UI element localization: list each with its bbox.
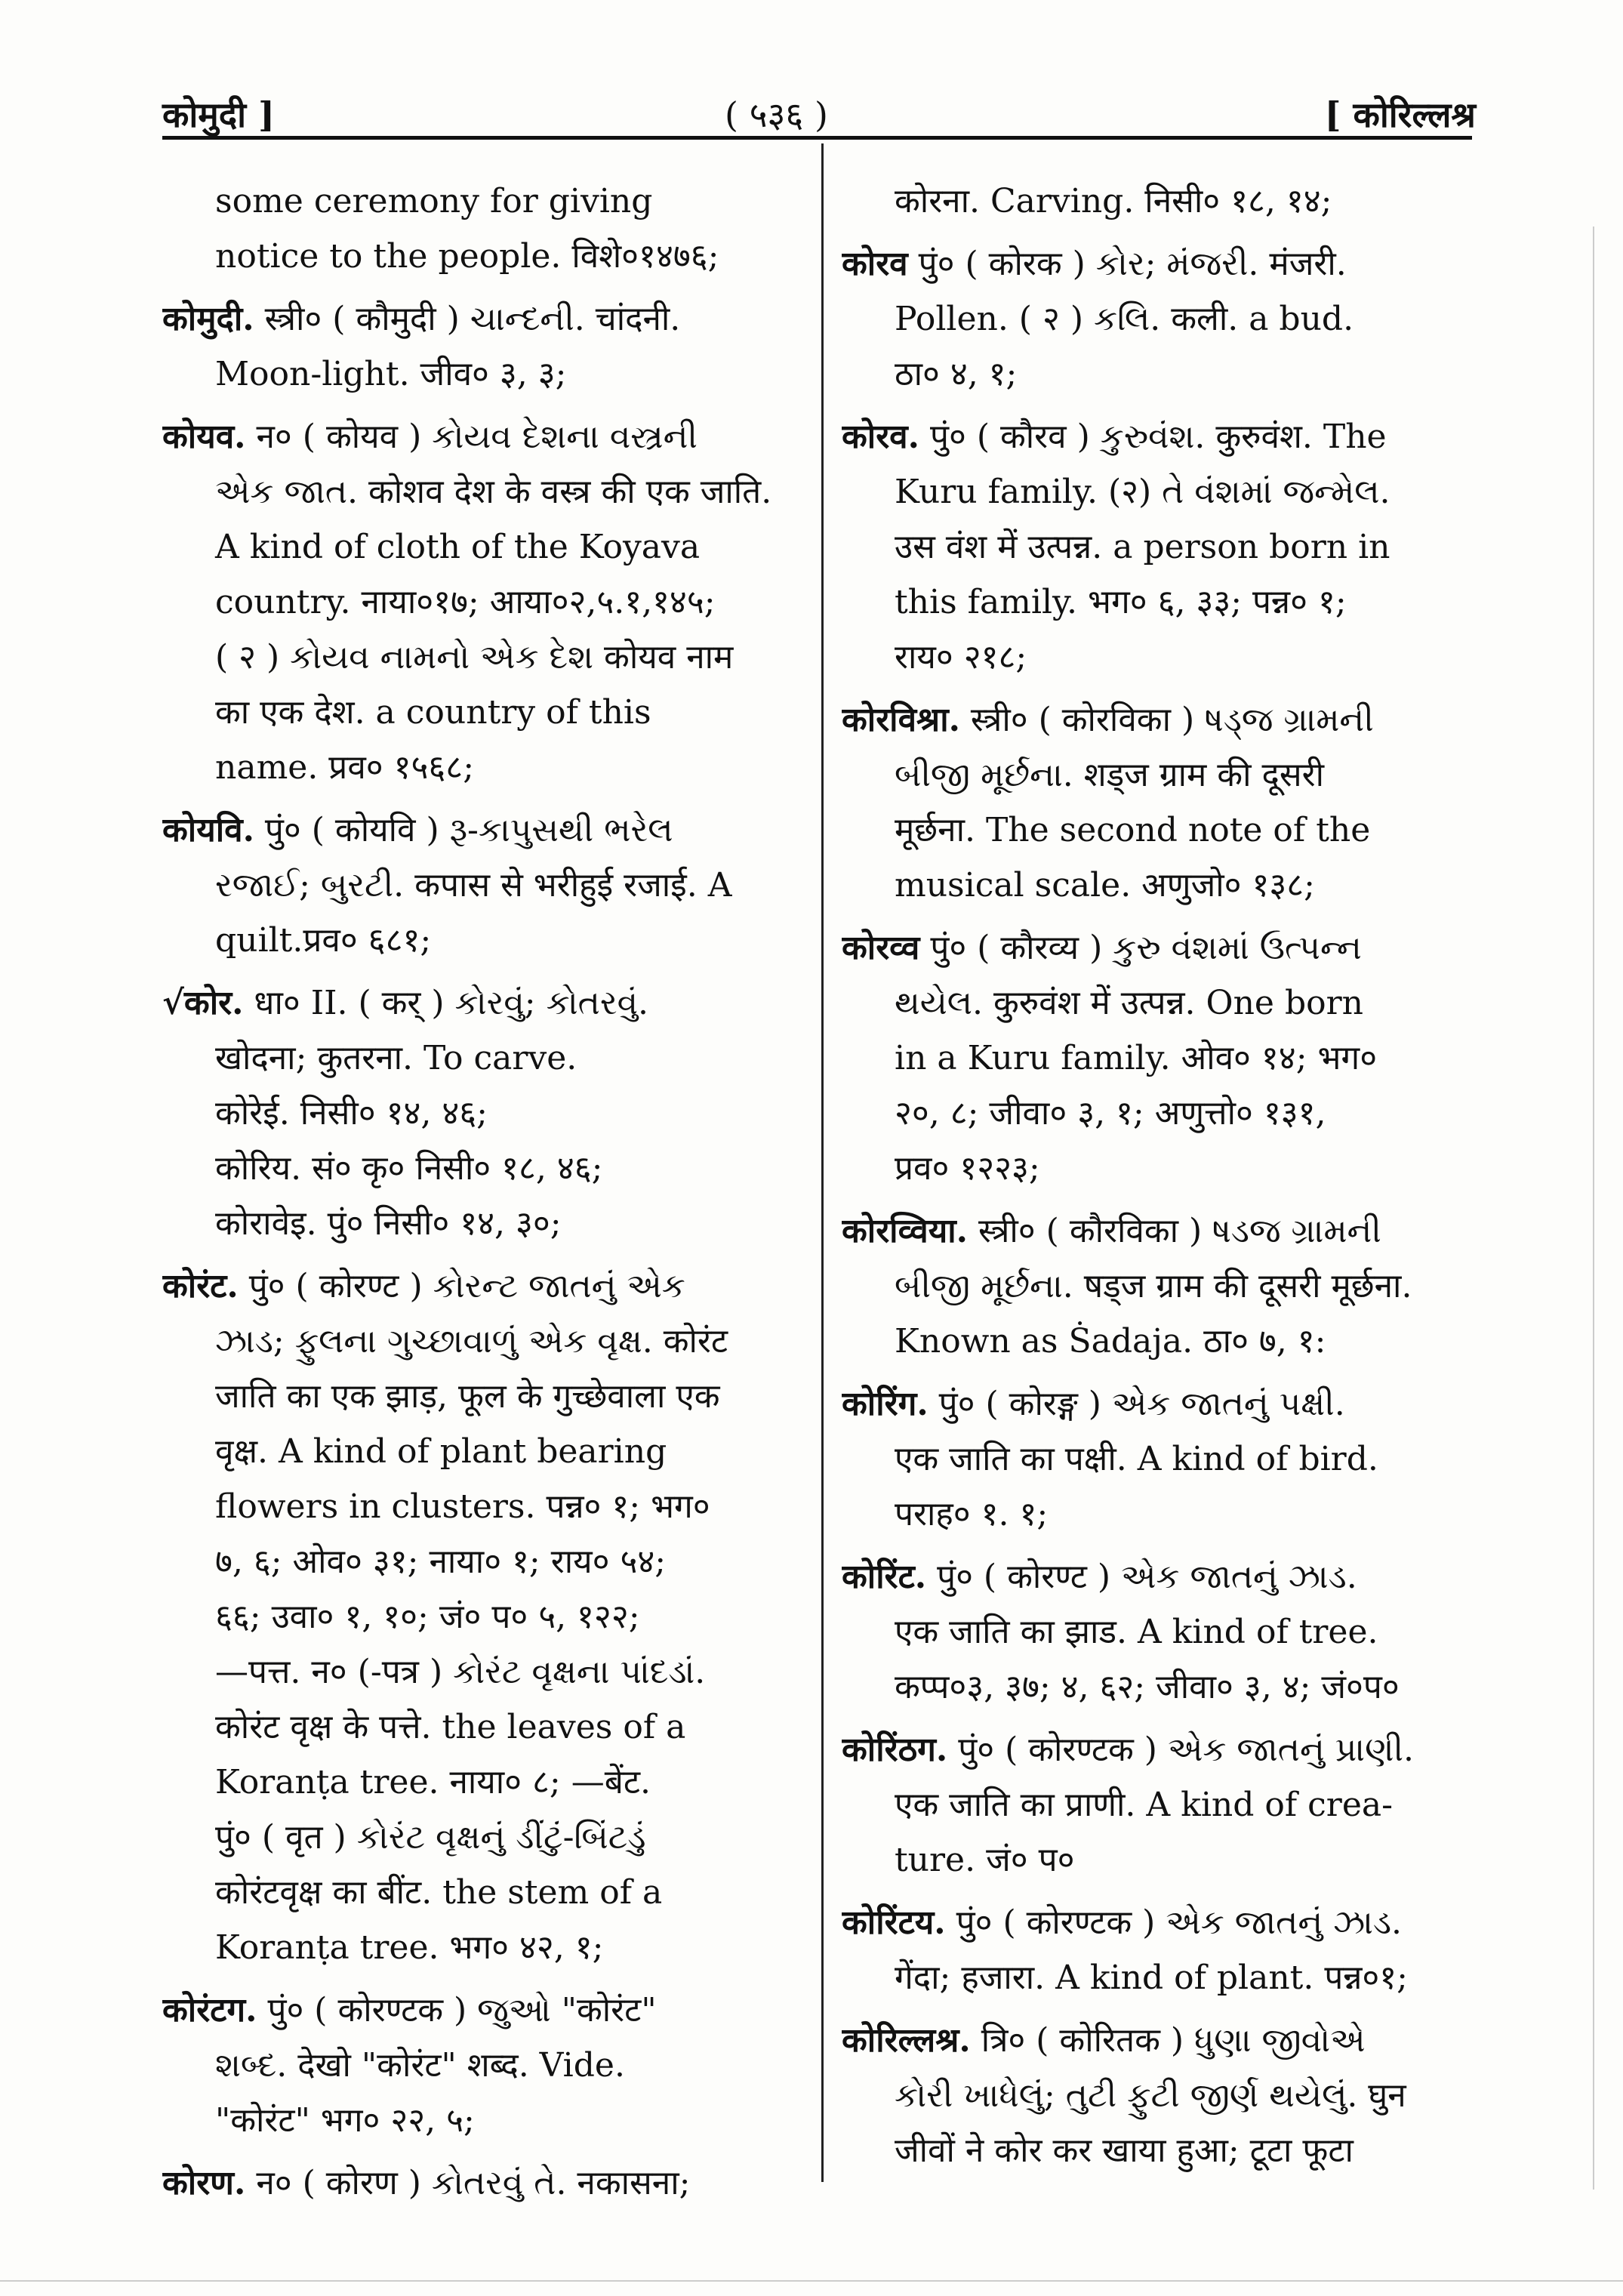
entry-text: राय० २१८; bbox=[895, 638, 1027, 676]
entry-line bbox=[842, 692, 1483, 747]
entry-text: कोरना. Carving. निसी० १८, १४; bbox=[895, 182, 1332, 220]
headword: √कोर. bbox=[162, 984, 244, 1022]
entry-text: प्रव० १२२३; bbox=[895, 1149, 1040, 1188]
entry-line bbox=[162, 291, 804, 347]
entry-text: ठा० ४, १; bbox=[895, 355, 1018, 393]
entry-text: खोदना; कुतरना. To carve. bbox=[215, 1039, 577, 1077]
entry-text: पुं० ( वृत ) કોરંટ વૃક્ષનું ડીંટું-બિંટડું bbox=[215, 1818, 646, 1857]
entry-text: ture. जं० प० bbox=[895, 1841, 1075, 1879]
entry-text: શબ્દ. देखो "कोरंट" शब्द. Vide. bbox=[215, 2046, 625, 2085]
dictionary-entry bbox=[162, 291, 804, 402]
entry-text: पुं० ( कोरण्ट ) એક જાતનું ઝાડ. bbox=[937, 1558, 1357, 1596]
entry-line bbox=[842, 1203, 1483, 1259]
entry-text: स्त्री० ( कौरविका ) ષડજ ગ્રામની bbox=[978, 1212, 1381, 1250]
entry-line bbox=[842, 1086, 1483, 1141]
entry-line bbox=[842, 236, 1483, 291]
entry-line bbox=[162, 1424, 804, 1479]
entry-text: flowers in clusters. पन्न० १; भग० bbox=[215, 1487, 710, 1526]
headword: कोयवि. bbox=[162, 811, 254, 849]
entry-line bbox=[162, 1196, 804, 1251]
dictionary-entry bbox=[842, 174, 1483, 229]
headword: कोरंटग. bbox=[162, 1991, 257, 2029]
entry-text: Kuru family. (२) તે વંશમાં જન્મેલ. bbox=[895, 473, 1390, 511]
entry-line bbox=[162, 1920, 804, 1975]
headword: कोरिंग. bbox=[842, 1385, 929, 1423]
entry-line bbox=[162, 2038, 804, 2093]
entry-line bbox=[162, 575, 804, 630]
entry-line bbox=[162, 975, 804, 1031]
entry-line bbox=[162, 1644, 804, 1700]
entry-line bbox=[162, 229, 804, 284]
entry-text: બીજી મૂર્છના. शड्ज ग्राम की दूसरी bbox=[895, 756, 1324, 794]
entry-line bbox=[162, 685, 804, 740]
dictionary-entry bbox=[162, 1983, 804, 2148]
entry-text: Moon-light. जीव० ३, ३; bbox=[215, 355, 567, 393]
entry-line bbox=[842, 519, 1483, 575]
dictionary-entry bbox=[842, 236, 1483, 402]
dictionary-entry bbox=[162, 1259, 804, 1975]
entry-line bbox=[842, 747, 1483, 803]
running-head-right: [ कोरिल्लश्र bbox=[1324, 94, 1476, 135]
dictionary-entry bbox=[162, 803, 804, 968]
dictionary-entry bbox=[842, 1376, 1483, 1542]
entry-line bbox=[842, 803, 1483, 858]
entry-line bbox=[842, 1722, 1483, 1777]
left-column bbox=[162, 174, 804, 2218]
entry-text: स्त्री० ( कौमुदी ) ચાન્દની. चांदनी. bbox=[264, 300, 681, 338]
entry-text: गेंदा; हजारा. A kind of plant. पन्न०१; bbox=[895, 1959, 1408, 1997]
entry-text: पुं० ( कौरव ) કુરુવંશ. कुरुवंश. The bbox=[929, 418, 1387, 456]
entry-text: notice to the people. विशे०१४७६; bbox=[215, 237, 719, 276]
entry-line bbox=[162, 858, 804, 913]
dictionary-entry bbox=[842, 409, 1483, 685]
entry-line bbox=[842, 920, 1483, 975]
entry-text: पुं० ( कोयवि ) રૂ-કાપુસથી ભરેલ bbox=[264, 811, 673, 849]
entry-text: Known as Ṡadaja. ठा० ७, १: bbox=[895, 1322, 1326, 1361]
entry-line bbox=[842, 1141, 1483, 1196]
entry-text: धा० II. ( कर् ) કોરવું; કોતરવું. bbox=[254, 984, 648, 1022]
entry-text: —पत्त. न० (-पत्र ) કોરંટ વૃક્ષના પાંદડાં. bbox=[215, 1653, 706, 1691]
headword: कोरव्विया. bbox=[842, 1212, 968, 1250]
header-rule bbox=[162, 136, 1472, 140]
entry-text: त्रि० ( कोरितक ) ધુણા જીવોએ bbox=[981, 2021, 1366, 2060]
entry-line bbox=[842, 858, 1483, 913]
entry-line bbox=[162, 464, 804, 519]
entry-text: ६६; उवा० १, १०; जं० प० ५, १२२; bbox=[215, 1598, 640, 1636]
entry-line bbox=[842, 1314, 1483, 1369]
entry-text: some ceremony for giving bbox=[215, 182, 653, 220]
entry-text: country. नाया०१७; आया०२,५.१,१४५; bbox=[215, 583, 716, 621]
entry-line bbox=[162, 174, 804, 229]
dictionary-entry bbox=[842, 2013, 1483, 2178]
dictionary-entry bbox=[162, 409, 804, 795]
scan-bottom-edge bbox=[0, 2280, 1623, 2282]
entry-line bbox=[842, 2013, 1483, 2068]
entry-line bbox=[842, 464, 1483, 519]
dictionary-entry bbox=[842, 1895, 1483, 2005]
dictionary-entry bbox=[162, 174, 804, 284]
entry-line bbox=[162, 347, 804, 402]
headword: कोमुदी. bbox=[162, 300, 254, 338]
entry-line bbox=[842, 347, 1483, 402]
entry-line bbox=[162, 1479, 804, 1534]
entry-text: एक जाति का प्राणी. A kind of crea- bbox=[895, 1786, 1393, 1824]
entry-line bbox=[162, 630, 804, 685]
entry-text: कप्प०३, ३७; ४, ६२; जीवा० ३, ४; जं०प० bbox=[895, 1668, 1400, 1706]
entry-line bbox=[162, 1031, 804, 1086]
entry-line bbox=[162, 803, 804, 858]
dictionary-entry bbox=[842, 1203, 1483, 1369]
headword: कोरव. bbox=[842, 418, 919, 456]
scan-edge-line bbox=[1593, 227, 1594, 2190]
entry-text: થયેલ. कुरुवंश में उत्पन्न. One born bbox=[895, 984, 1363, 1022]
entry-text: Pollen. ( २ ) કલિ. कली. a bud. bbox=[895, 300, 1354, 338]
right-column bbox=[842, 174, 1483, 2186]
page-number: ( ५३६ ) bbox=[725, 94, 828, 135]
entry-line bbox=[842, 1432, 1483, 1487]
entry-text: का एक देश. a country of this bbox=[215, 693, 651, 732]
headword: कोरव bbox=[842, 245, 908, 283]
entry-text: कोरंटवृक्ष का बींट. the stem of a bbox=[215, 1873, 663, 1912]
headword: कोरिंटय. bbox=[842, 1903, 946, 1942]
entry-text: in a Kuru family. ओव० १४; भग० bbox=[895, 1039, 1378, 1077]
entry-line bbox=[842, 2068, 1483, 2123]
entry-text: ७, ६; ओव० ३१; नाया० १; राय० ५४; bbox=[215, 1542, 667, 1581]
entry-text: पुं० ( कोरक ) કોર; મંજરી. मंजरी. bbox=[918, 245, 1347, 283]
entry-text: name. प्रव० १५६८; bbox=[215, 748, 475, 787]
headword: कोरिंठग. bbox=[842, 1730, 948, 1769]
entry-line bbox=[842, 1895, 1483, 1950]
entry-text: A kind of cloth of the Koyava bbox=[215, 528, 701, 566]
entry-line bbox=[842, 1031, 1483, 1086]
entry-text: उस वंश में उत्पन्न. a person born in bbox=[895, 528, 1390, 566]
entry-text: वृक्ष. A kind of plant bearing bbox=[215, 1432, 667, 1471]
entry-line bbox=[162, 2093, 804, 2148]
dictionary-entry bbox=[842, 1549, 1483, 1715]
entry-line bbox=[842, 1950, 1483, 2005]
entry-line bbox=[842, 1660, 1483, 1715]
entry-line bbox=[842, 975, 1483, 1031]
entry-text: मूर्छना. The second note of the bbox=[895, 811, 1371, 849]
entry-line bbox=[842, 1259, 1483, 1314]
entry-text: कोरिय. सं० कृ० निसी० १८, ४६; bbox=[215, 1149, 603, 1188]
entry-line bbox=[842, 1832, 1483, 1888]
entry-line bbox=[842, 291, 1483, 347]
entry-text: એક જાત. कोशव देश के वस्त्र की एक जाति. bbox=[215, 473, 772, 511]
entry-line bbox=[162, 1086, 804, 1141]
entry-line bbox=[842, 174, 1483, 229]
dictionary-entry bbox=[842, 920, 1483, 1196]
entry-line bbox=[162, 1369, 804, 1424]
entry-line bbox=[162, 1810, 804, 1865]
entry-text: ( २ ) કોયવ નામનો એક દેશ कोयव नाम bbox=[215, 638, 734, 676]
entry-text: पुं० ( कोरण्टक ) એક જાતનું પ્રાણી. bbox=[958, 1730, 1415, 1769]
entry-line bbox=[842, 1487, 1483, 1542]
entry-text: musical scale. अणुजो० १३८; bbox=[895, 866, 1315, 905]
entry-text: पुं० ( कोरण्टक ) એક જાતનું ઝાડ. bbox=[956, 1903, 1403, 1942]
entry-text: पुं० ( कोरण्टक ) જુઓ "कोरंट" bbox=[267, 1991, 657, 2029]
entry-line bbox=[162, 2156, 804, 2211]
headword: कोरव्व bbox=[842, 929, 920, 967]
entry-line bbox=[842, 2123, 1483, 2178]
entry-text: quilt.प्रव० ६८१; bbox=[215, 921, 432, 960]
entry-line bbox=[162, 1259, 804, 1314]
headword: कोयव. bbox=[162, 418, 246, 456]
entry-text: કોરી ખાધેલું; તુટી ફુટી જીર્ણ થયેલું. घुन bbox=[895, 2076, 1406, 2115]
entry-line bbox=[842, 1604, 1483, 1660]
entry-text: पुं० ( कौरव्य ) કુરુ વંશમાં ઉત્પન્ન bbox=[930, 929, 1362, 967]
entry-text: जीवों ने कोर कर खाया हुआ; टूटा फूटा bbox=[895, 2131, 1354, 2170]
entry-line bbox=[162, 913, 804, 968]
entry-text: कोरेई. निसी० १४, ४६; bbox=[215, 1094, 488, 1133]
entry-text: this family. भग० ६, ३३; पन्न० १; bbox=[895, 583, 1347, 621]
dictionary-entry bbox=[162, 975, 804, 1251]
headword: कोरंट. bbox=[162, 1267, 239, 1305]
entry-line bbox=[842, 575, 1483, 630]
entry-line bbox=[842, 1376, 1483, 1432]
entry-line bbox=[162, 1534, 804, 1589]
entry-line bbox=[162, 1141, 804, 1196]
entry-line bbox=[162, 1589, 804, 1644]
entry-text: पुं० ( कोरण्ट ) કોરન્ટ જાતનું એક bbox=[248, 1267, 685, 1305]
entry-line bbox=[162, 1983, 804, 2038]
entry-line bbox=[162, 1865, 804, 1920]
entry-line bbox=[162, 740, 804, 795]
headword: कोरविश्रा. bbox=[842, 701, 960, 739]
column-divider bbox=[821, 143, 824, 2182]
running-head-left: कोमुदी ] bbox=[162, 94, 275, 135]
dictionary-entry bbox=[842, 1722, 1483, 1888]
entry-text: एक जाति का झाड. A kind of tree. bbox=[895, 1613, 1378, 1651]
entry-text: Koranṭa tree. भग० ४२, १; bbox=[215, 1928, 604, 1967]
entry-text: कोरावेइ. पुं० निसी० १४, ३०; bbox=[215, 1204, 562, 1243]
entry-text: २०, ८; जीवा० ३, १; अणुत्तो० १३१, bbox=[895, 1094, 1326, 1133]
entry-line bbox=[842, 1549, 1483, 1604]
entry-text: "कोरंट" भग० २२, ५; bbox=[215, 2101, 475, 2140]
entry-text: स्त्री० ( कोरविका ) ષડ્જ ગ્રામની bbox=[970, 701, 1374, 739]
entry-text: एक जाति का पक्षी. A kind of bird. bbox=[895, 1440, 1378, 1478]
entry-line bbox=[842, 630, 1483, 685]
entry-line bbox=[842, 1777, 1483, 1832]
entry-line bbox=[162, 1314, 804, 1369]
entry-line bbox=[842, 409, 1483, 464]
entry-text: न० ( कोयव ) કોયવ દેશના વસ્ત્રની bbox=[256, 418, 698, 456]
entry-text: जाति का एक झाड़, फूल के गुच्छेवाला एक bbox=[215, 1377, 720, 1416]
entry-text: पराह० १. १; bbox=[895, 1495, 1049, 1533]
entry-line bbox=[162, 1755, 804, 1810]
entry-line bbox=[162, 409, 804, 464]
dictionary-entry bbox=[162, 2156, 804, 2211]
entry-text: कोरंट वृक्ष के पत्ते. the leaves of a bbox=[215, 1708, 686, 1746]
entry-text: पुं० ( कोरङ्ग ) એક જાતનું પક્ષી. bbox=[938, 1385, 1345, 1423]
dictionary-entry bbox=[842, 692, 1483, 913]
headword: कोरिल्लश्र. bbox=[842, 2021, 971, 2060]
entry-line bbox=[162, 519, 804, 575]
entry-text: ઝાડ; ફુલના ગુચ્છાવાળું એક વૃક્ષ. कोरंट bbox=[215, 1322, 728, 1361]
entry-text: Koranṭa tree. नाया० ८; —बेंट. bbox=[215, 1763, 651, 1801]
headword: कोरण. bbox=[162, 2164, 246, 2202]
entry-text: બીજી મૂર્છના. षड्ज ग्राम की दूसरी मूर्छना. bbox=[895, 1267, 1412, 1305]
entry-line bbox=[162, 1700, 804, 1755]
headword: कोरिंट. bbox=[842, 1558, 927, 1596]
entry-text: રજાઈ; બુરટી. कपास से भरीहुई रजाई. A bbox=[215, 866, 732, 905]
entry-text: न० ( कोरण ) કોતરવું તે. नकासना; bbox=[256, 2164, 691, 2202]
